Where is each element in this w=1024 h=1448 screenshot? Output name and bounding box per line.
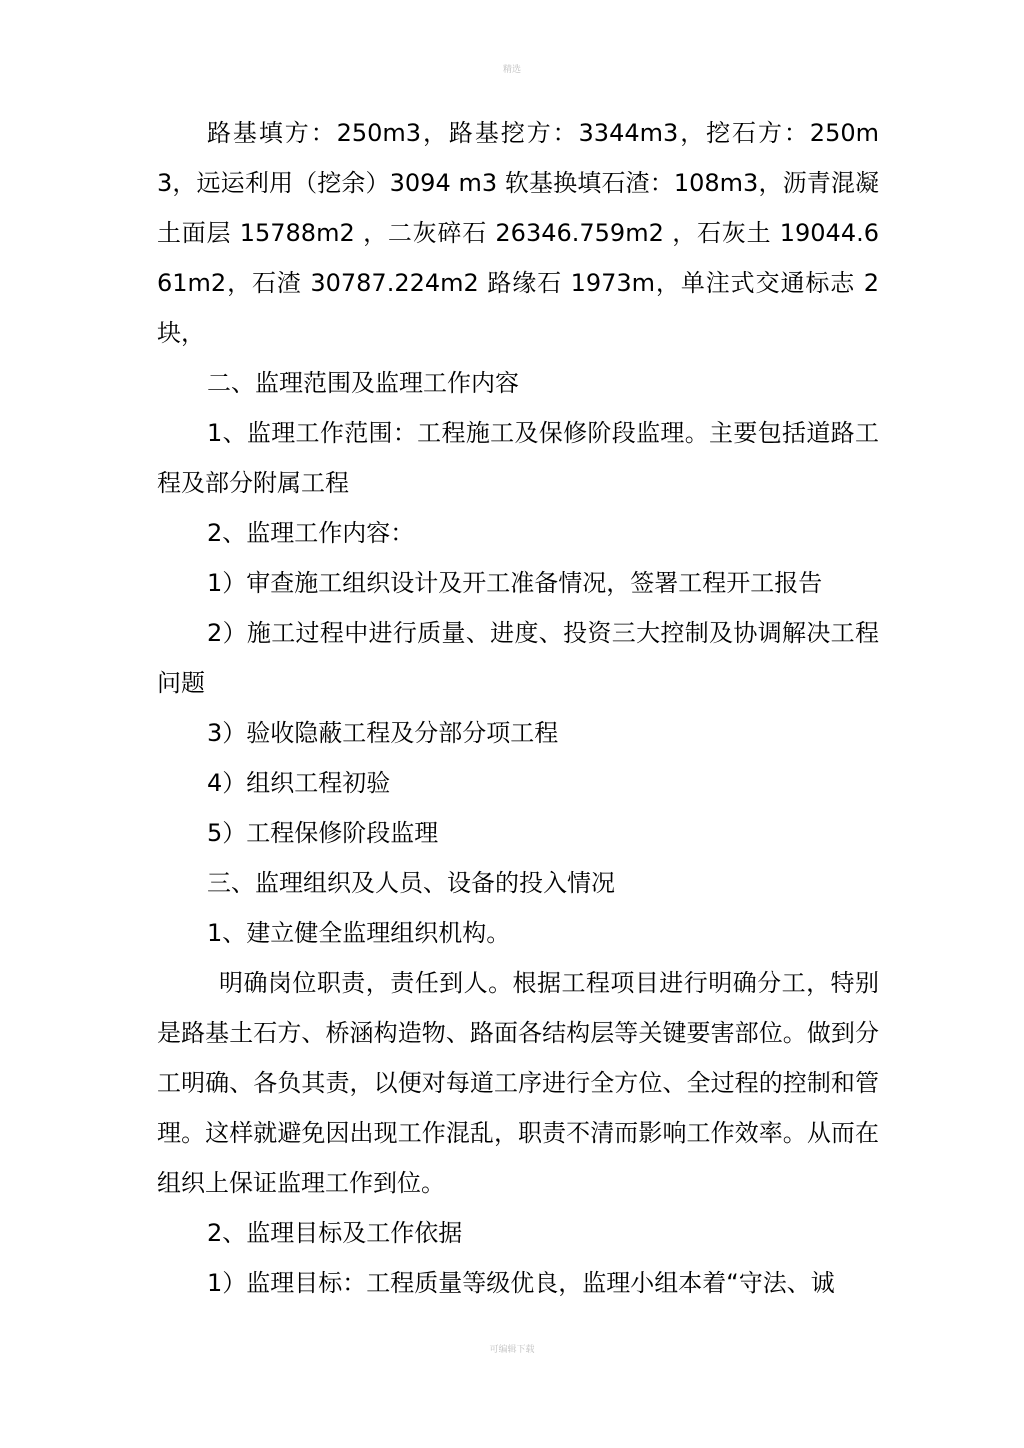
paragraph-responsibilities: 明确岗位职责，责任到人。根据工程项目进行明确分工，特别是路基土石方、桥涵构造物、路面各结构层等关键要害部位。做到分工明确、各负其责，以便对每道工序进行全方位、全过程的控制和管理。这样就避免因出现工作混乱，职责不清而影响工作效率。从而在组织上保证监理工作到位。 xyxy=(157,969,879,1197)
paragraph-goals: 1）监理目标：工程质量等级优良，监理小组本着“守法、诚 xyxy=(207,1269,835,1297)
list-item: 1）审查施工组织设计及开工准备情况，签署工程开工报告 xyxy=(207,569,823,597)
section-heading-scope: 二、监理范围及监理工作内容 xyxy=(207,369,519,397)
list-item: 5）工程保修阶段监理 xyxy=(207,819,439,847)
paragraph-content-heading: 2、监理工作内容： xyxy=(207,519,415,547)
page-footer: 可编辑下载 xyxy=(489,1345,535,1355)
paragraph-goals-heading: 2、监理目标及工作依据 xyxy=(207,1219,463,1247)
list-item: 3）验收隐蔽工程及分部分项工程 xyxy=(207,719,559,747)
document-body xyxy=(157,108,879,1308)
paragraph-organization-heading: 1、建立健全监理组织机构。 xyxy=(207,919,511,947)
paragraph-quantities: 路基填方：250m3，路基挖方：3344m3，挖石方：250m3，远运利用（挖余）3094 m3 软基换填石渣：108m3，沥青混凝土面层 15788m2 ，二灰碎石 26346.759m2 ，石灰土 19044.661m2，石渣 30787.224m2 路缘石 1973m，单注式交通标志 2 块， xyxy=(157,119,879,347)
section-heading-organization: 三、监理组织及人员、设备的投入情况 xyxy=(207,869,615,897)
list-item: 2）施工过程中进行质量、进度、投资三大控制及协调解决工程问题 xyxy=(157,619,879,697)
list-item: 4）组织工程初验 xyxy=(207,769,391,797)
paragraph-scope: 1、监理工作范围：工程施工及保修阶段监理。主要包括道路工程及部分附属工程 xyxy=(157,419,879,497)
page-header: 精选 xyxy=(502,65,521,75)
